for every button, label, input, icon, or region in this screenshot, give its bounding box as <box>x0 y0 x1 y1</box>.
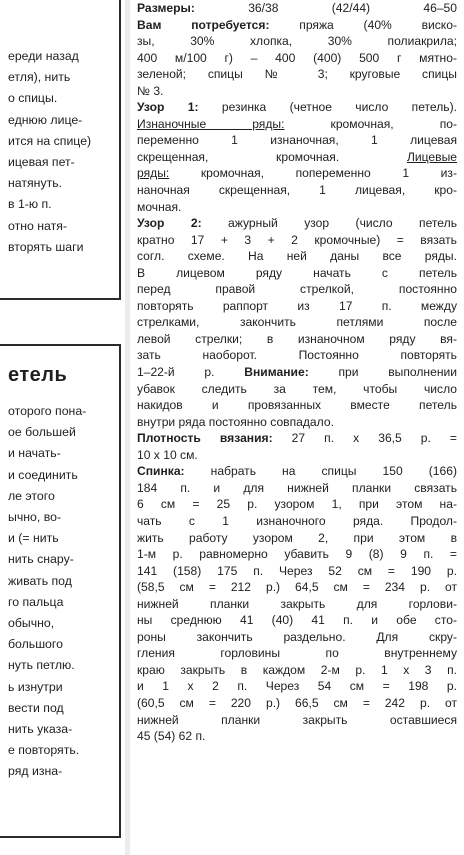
text-line: согл. схеме. На ней даны все ряды. <box>137 249 457 264</box>
text-line: ое большей <box>8 425 76 440</box>
materials-label: Вам потребуется: <box>137 17 270 32</box>
text-line: в 1-ю п. <box>8 197 52 212</box>
text-line: отно натя- <box>8 218 67 233</box>
text-line: чать с 1 изнаночного ряда. Продол- <box>137 513 457 528</box>
text-line: натянуть. <box>8 176 63 191</box>
text-line: внутри ряда постоянно совпадало. <box>137 414 334 429</box>
sizes-value: 36/38 (42/44) 46–50 <box>194 1 457 15</box>
text-line: живать под <box>8 573 72 588</box>
text-line: гления горловины по внутреннему <box>137 646 457 661</box>
text-line <box>137 364 457 381</box>
text: 27 п. х 36,5 р. = <box>272 431 457 446</box>
text-line: большого <box>8 637 63 652</box>
text-line: повторять раппорт из 17 п. между <box>137 298 457 313</box>
text-line: левой стрелки; в изнаночном ряду вя- <box>137 331 457 346</box>
text-line: мочная. <box>137 199 182 214</box>
purl-rows-label: Изнаночные ряды: <box>137 116 285 131</box>
text-line: 1-м р. равномерно убавить 9 (8) 9 п. = <box>137 547 457 562</box>
text-line: вторять шаги <box>8 239 84 254</box>
text: ажурный узор (число петель <box>201 216 457 231</box>
text-line: наночная скрещенная, 1 лицевая, кро- <box>137 183 457 198</box>
text-line <box>137 165 457 182</box>
density-line <box>137 430 457 447</box>
attention-label: Внимание: <box>244 365 309 380</box>
pattern2-label: Узор 2: <box>137 216 202 231</box>
text-line: обычно, <box>8 616 55 631</box>
text-line: ле этого <box>8 488 55 503</box>
text: набрать на спицы 150 (166) <box>184 464 457 479</box>
text-line: 45 (54) 62 п. <box>137 729 206 744</box>
text-line: ицевая пет- <box>8 155 75 170</box>
text-line: нуть петлю. <box>8 658 75 673</box>
text-line: и соединить <box>8 467 78 482</box>
text-line: нить снару- <box>8 552 74 567</box>
article-column <box>137 0 457 855</box>
text-line: (60,5 см = 220 р.) 66,5 см = 242 р. от <box>137 695 457 710</box>
text-line: етля), нить <box>8 70 71 85</box>
left-column <box>0 0 125 855</box>
text-line: (58,5 см = 212 р.) 64,5 см = 234 р. от <box>137 580 457 595</box>
text-line: оторого пона- <box>8 404 87 418</box>
left-bottom-text <box>0 401 86 783</box>
pattern1-label: Узор 1: <box>137 100 199 115</box>
text-line: кратно 17 + 3 + 2 кромочные) = вязать <box>137 232 457 247</box>
text-line: ь изнутри <box>8 679 63 694</box>
text-line: ится на спице) <box>8 133 92 148</box>
text-line: перед правой стрелкой, постоянно <box>137 282 457 297</box>
text-line: ны среднюю 41 (40) 41 п. и обе сто- <box>137 613 457 628</box>
left-bottom-heading: етель <box>8 364 68 386</box>
text-line: стрелками, закончить петлями после <box>137 315 457 330</box>
text-line: нижней планки закрыть оставшиеся <box>137 712 457 727</box>
text-line: 141 (158) 175 п. Через 52 см = 190 р. <box>137 563 457 578</box>
text-line: 400 м/100 г) – 400 (400) 500 г мятно- <box>137 50 457 65</box>
text-line: нижней планки закрыть для горлови- <box>137 596 457 611</box>
text-line: о спицы. <box>8 91 58 106</box>
text-line: и (= нить <box>8 531 59 546</box>
text: скрещенная, кромочная. <box>137 149 407 164</box>
text-line: и 1 х 2 п. Через 54 см = 198 р. <box>137 679 457 694</box>
left-top-box <box>0 0 121 300</box>
back-label: Спинка: <box>137 464 185 479</box>
text-line: ычно, во- <box>8 510 62 525</box>
text-line: 10 х 10 см. <box>137 447 198 462</box>
text: кромочная, попеременно 1 из- <box>169 166 457 181</box>
text: пряжа (40% виско- <box>269 17 457 32</box>
materials-line <box>137 17 457 34</box>
text-line: ряд изна- <box>8 764 63 779</box>
text-line: 184 п. и для нижней планки связать <box>137 480 457 495</box>
text: кромочная, по- <box>284 116 458 131</box>
text-line: В лицевом ряду начать с петель <box>137 265 457 280</box>
text-line: накидов и провязанных вместе петель <box>137 398 457 413</box>
text-line: убавок следить за тем, чтобы число <box>137 381 457 396</box>
text-line: 6 см = 25 р. узором 1, при этом на- <box>137 497 457 512</box>
text-line: е повторять. <box>8 743 80 758</box>
text: при выполнении <box>308 365 458 380</box>
column-divider <box>125 0 130 855</box>
text-line: зеленой; спицы № 3; круговые спицы <box>137 67 457 82</box>
sizes-line <box>137 0 457 17</box>
knit-rows-label: Лицевые <box>406 149 457 164</box>
pattern2-line <box>137 215 457 232</box>
left-top-text <box>0 46 91 258</box>
text-line: го пальца <box>8 594 64 609</box>
text-line: зать наоборот. Постоянно повторять <box>137 348 457 363</box>
text: 1–22-й р. <box>137 365 245 380</box>
text-line: зы, 30% хлопка, 30% полиакрила; <box>137 34 457 49</box>
text-line: краю закрыть в каждом 2-м р. 1 х 3 п. <box>137 662 457 677</box>
knit-rows-label: ряды: <box>137 166 170 181</box>
text-line <box>137 116 457 133</box>
back-line <box>137 463 457 480</box>
text-line: нить указа- <box>8 722 73 737</box>
left-bottom-box <box>0 344 121 838</box>
text-line: жить работу узором 2, при этом в <box>137 530 457 545</box>
text-line: еднюю лице- <box>8 112 83 127</box>
text-line: № 3. <box>137 83 164 98</box>
density-label: Плотность вязания: <box>137 431 273 446</box>
sizes-label: Размеры: <box>137 1 195 15</box>
text-line: переменно 1 изнаночная, 1 лицевая <box>137 133 457 148</box>
text-line: и начать- <box>8 446 61 461</box>
text-line: роны закончить раздельно. Для скру- <box>137 629 457 644</box>
pattern1-line <box>137 99 457 116</box>
text-line <box>137 149 457 166</box>
text: резинка (четное число петель). <box>198 100 457 115</box>
text-line: вести под <box>8 700 64 715</box>
text-line: ереди назад <box>8 49 79 63</box>
